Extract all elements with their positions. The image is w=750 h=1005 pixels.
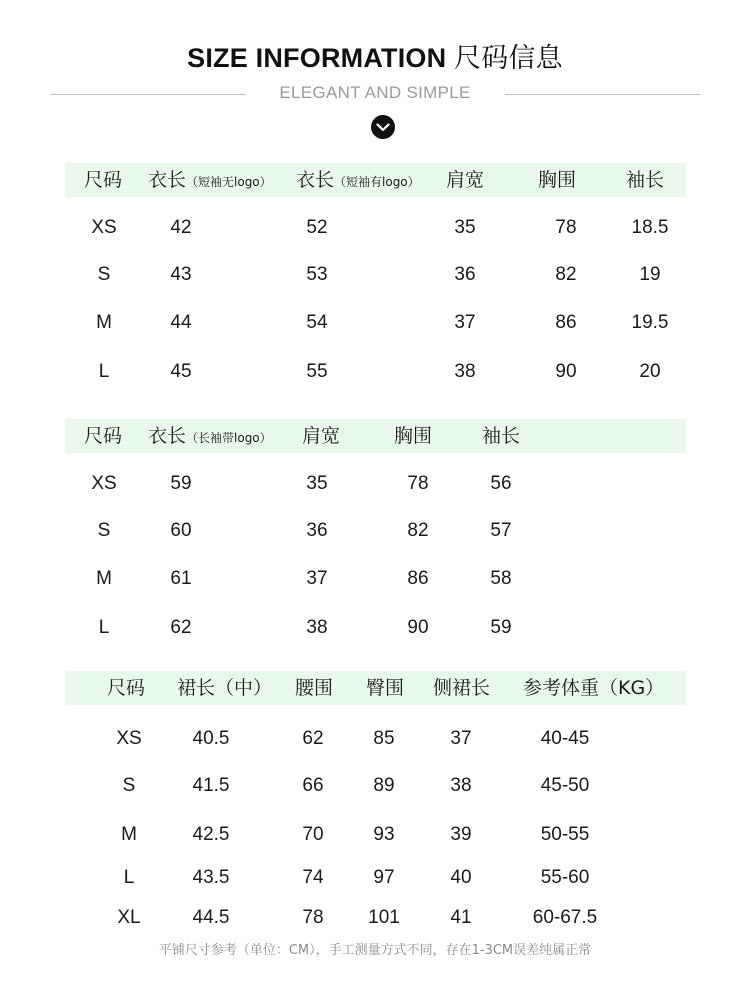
- column-header: [84, 424, 122, 448]
- column-header-note: （长袖带logo）: [186, 431, 272, 445]
- table-cell: 90: [555, 361, 577, 382]
- table-cell: 60: [170, 520, 192, 541]
- column-header-label: 侧裙长: [433, 677, 491, 699]
- column-header-label: 胸围: [394, 425, 433, 447]
- divider-line-right: [505, 94, 700, 95]
- column-header-label: 衣长: [148, 425, 187, 447]
- size-label: M: [96, 312, 112, 333]
- size-label: XS: [116, 728, 142, 749]
- size-label: L: [98, 617, 110, 638]
- column-header: [433, 676, 490, 700]
- column-header: [394, 424, 432, 448]
- column-header-note: （短袖有logo）: [334, 175, 420, 189]
- table-cell: 57: [490, 520, 512, 541]
- size-label: L: [98, 361, 110, 382]
- column-header-label: 袖长: [482, 425, 521, 447]
- table-cell: 60-67.5: [532, 907, 598, 928]
- table-cell: 55-60: [540, 867, 590, 888]
- table-cell: 18.5: [631, 217, 669, 238]
- table-cell: 70: [302, 824, 324, 845]
- table-cell: 86: [555, 312, 577, 333]
- table-cell: 39: [450, 824, 472, 845]
- table-cell: 45: [170, 361, 192, 382]
- column-header-label: 腰围: [295, 677, 334, 699]
- column-header-label: 衣长: [148, 169, 187, 191]
- table-cell: 37: [450, 728, 472, 749]
- column-header: [366, 676, 404, 700]
- page-title-en: SIZE INFORMATION: [187, 43, 447, 73]
- table-cell: 53: [306, 264, 328, 285]
- table-cell: 62: [170, 617, 192, 638]
- table-cell: 85: [373, 728, 395, 749]
- column-header: [482, 424, 520, 448]
- column-header: [296, 168, 420, 194]
- table-cell: 19: [639, 264, 661, 285]
- table-cell: 40: [450, 867, 472, 888]
- size-label: S: [97, 520, 111, 541]
- column-header: [626, 168, 664, 192]
- table-cell: 82: [407, 520, 429, 541]
- size-label: XS: [91, 217, 117, 238]
- table-cell: 59: [490, 617, 512, 638]
- column-header: [302, 424, 340, 448]
- table-cell: 41.5: [192, 775, 230, 796]
- table-cell: 40.5: [192, 728, 230, 749]
- column-header: [295, 676, 333, 700]
- table-cell: 78: [302, 907, 324, 928]
- size-label: S: [97, 264, 111, 285]
- chevron-down-icon: [371, 115, 395, 139]
- column-header: [148, 168, 272, 194]
- column-header: [177, 676, 272, 700]
- table-cell: 82: [555, 264, 577, 285]
- table-cell: 38: [450, 775, 472, 796]
- table-cell: 42: [170, 217, 192, 238]
- table-cell: 36: [306, 520, 328, 541]
- column-header-label: 肩宽: [302, 425, 341, 447]
- table-cell: 74: [302, 867, 324, 888]
- column-header-label: 袖长: [626, 169, 665, 191]
- measurement-note: 平铺尺寸参考（单位：CM），手工测量方式不同，存在1-3CM误差纯属正常: [158, 943, 592, 958]
- table-cell: 90: [407, 617, 429, 638]
- table-cell: 43: [170, 264, 192, 285]
- column-header-label: 裙长（中）: [177, 677, 273, 699]
- size-label: XS: [91, 473, 117, 494]
- table-cell: 78: [407, 473, 429, 494]
- table-cell: 62: [302, 728, 324, 749]
- table-cell: 89: [373, 775, 395, 796]
- page-subtitle: ELEGANT AND SIMPLE: [279, 83, 471, 102]
- table-cell: 45-50: [540, 775, 590, 796]
- column-header: [84, 168, 122, 192]
- table-cell: 78: [555, 217, 577, 238]
- table-cell: 35: [306, 473, 328, 494]
- column-header-label: 尺码: [107, 677, 146, 699]
- column-header-label: 胸围: [538, 169, 577, 191]
- table-cell: 42.5: [192, 824, 230, 845]
- column-header-label: 肩宽: [446, 169, 485, 191]
- table-cell: 61: [170, 568, 192, 589]
- table-cell: 38: [306, 617, 328, 638]
- size-label: M: [121, 824, 137, 845]
- size-label: L: [123, 867, 135, 888]
- table-cell: 37: [454, 312, 476, 333]
- table-cell: 54: [306, 312, 328, 333]
- table-cell: 52: [306, 217, 328, 238]
- table-cell: 93: [373, 824, 395, 845]
- size-label: M: [96, 568, 112, 589]
- column-header-note: （短袖无logo）: [186, 175, 272, 189]
- column-header-label: 衣长: [296, 169, 335, 191]
- column-header-label: 臀围: [366, 677, 405, 699]
- column-header-label: 参考体重（KG）: [523, 677, 665, 699]
- table-cell: 101: [368, 907, 400, 928]
- column-header: [107, 676, 145, 700]
- table-cell: 19.5: [631, 312, 669, 333]
- table-cell: 56: [490, 473, 512, 494]
- column-header: [446, 168, 484, 192]
- table-cell: 58: [490, 568, 512, 589]
- column-header: [538, 168, 576, 192]
- table-cell: 66: [302, 775, 324, 796]
- size-label: XL: [117, 907, 141, 928]
- table-cell: 36: [454, 264, 476, 285]
- table-cell: 59: [170, 473, 192, 494]
- table-cell: 37: [306, 568, 328, 589]
- page-title-cn: 尺码信息: [454, 43, 563, 74]
- table-cell: 50-55: [540, 824, 590, 845]
- column-header-label: 尺码: [84, 425, 123, 447]
- table-cell: 40-45: [540, 728, 590, 749]
- column-header: [523, 676, 664, 700]
- column-header-label: 尺码: [84, 169, 123, 191]
- table-cell: 41: [450, 907, 472, 928]
- size-label: S: [122, 775, 136, 796]
- table-cell: 43.5: [192, 867, 230, 888]
- table-cell: 20: [639, 361, 661, 382]
- table-cell: 86: [407, 568, 429, 589]
- column-header: [148, 424, 272, 450]
- table-cell: 44.5: [192, 907, 230, 928]
- table-cell: 38: [454, 361, 476, 382]
- page-title: [0, 36, 750, 75]
- table-cell: 35: [454, 217, 476, 238]
- table-cell: 55: [306, 361, 328, 382]
- table-cell: 97: [373, 867, 395, 888]
- table-cell: 44: [170, 312, 192, 333]
